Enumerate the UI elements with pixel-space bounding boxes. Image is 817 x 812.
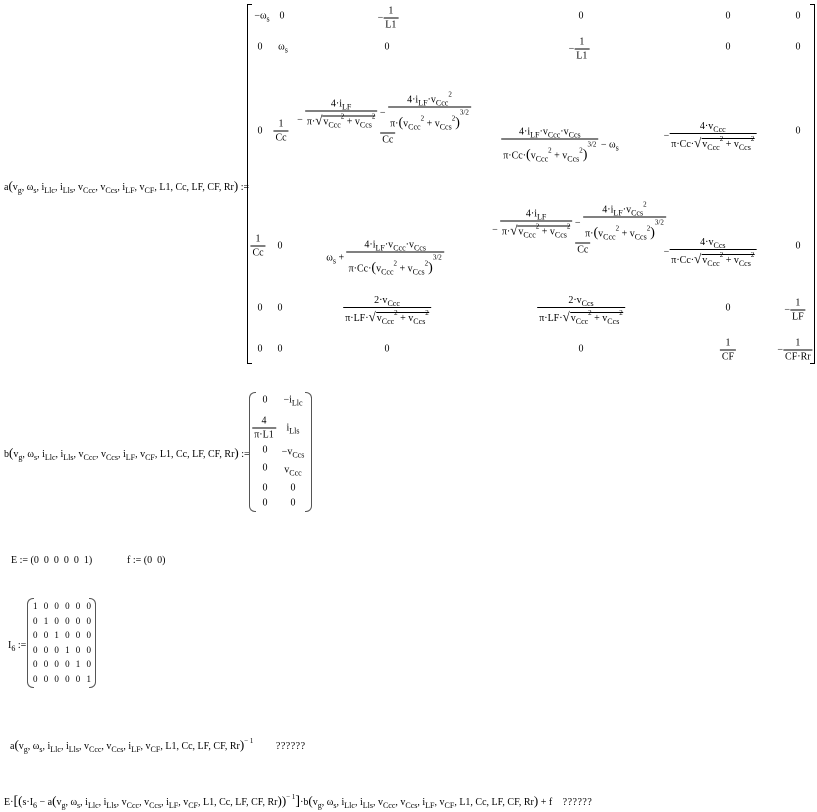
a-cell: − $\frac{1}{L1}$ xyxy=(568,36,588,62)
a-cell: 0 xyxy=(795,240,801,252)
a-cell: 0 xyxy=(257,41,263,53)
b-cell: $v_{Ccc}$ xyxy=(284,464,302,478)
a-cell: − $\frac{4\cdot v_{Ccc}}{\pi\cdot Cc\cdot√v_{Ccc}^2 + v_{Ccs}^2}$ xyxy=(663,121,755,152)
a-cell: 0 xyxy=(795,41,801,53)
a-cell: $-\omega_s$ xyxy=(254,10,270,24)
a-cell: − $\frac{4\cdot v_{Ccs}}{\pi\cdot Cc\cdot√v_{Ccc}^2 + v_{Ccs}^2}$ xyxy=(663,237,755,268)
a-cell: 0 xyxy=(795,125,801,137)
b-cell: $\frac{4}{\pi\cdot L1}$ xyxy=(254,415,274,441)
I6-row: 1 0 0 0 0 0 xyxy=(33,601,91,611)
b-matrix-right-paren xyxy=(305,392,312,512)
b-cell: 0 xyxy=(262,462,268,474)
a-cell: 0 xyxy=(257,125,263,137)
b-matrix-left-paren xyxy=(249,392,256,512)
a-cell: 0 xyxy=(257,343,263,355)
a-cell: $\frac{4\cdot i_{LF}\cdot v_{Ccc}\cdot v_{Ccs}}{\pi\cdot Cc\cdot(v_{Ccc}^2 + v_{Ccs}^2)^{3/2}}$ − $\omega_s$ xyxy=(503,126,619,164)
a-cell: 0 xyxy=(277,302,283,314)
a-cell: $\omega_s$ xyxy=(278,41,288,55)
I6-row: 0 0 0 1 0 0 xyxy=(33,644,91,655)
a-cell: $\frac{2\cdot v_{Ccc}}{\pi\cdot LF\cdot√v_{Ccc}^2 + v_{Ccs}^2}$ xyxy=(345,295,429,326)
b-cell: $-i_{Llc}$ xyxy=(283,394,303,408)
I6-row: 0 0 1 0 0 0 xyxy=(33,630,91,640)
a-cell: $\frac{1}{CF}$ xyxy=(721,337,735,363)
a-cell: − $\frac{1}{CF\cdot Rr}$ xyxy=(777,337,811,363)
a-cell: 0 xyxy=(578,10,584,22)
a-cell: 0 xyxy=(725,302,731,314)
a-matrix-left-bracket xyxy=(247,4,252,364)
a-cell: − $\frac{1}{LF}$ xyxy=(784,297,804,323)
a-cell: − $\frac{4\cdot i_{LF}}{\pi\cdot√v_{Ccc}^2 + v_{Ccs}^2}$ − $\frac{4\cdot i_{LF}\cdot v_{Ccs}^2}{\pi\cdot(v_{Ccc}^2 + v_{Ccs}^2)^{3/2}}$ Cc xyxy=(492,200,664,256)
b-cell: 0 xyxy=(262,444,268,456)
a-cell: 0 xyxy=(384,343,390,355)
a-cell: $\frac{2\cdot v_{Ccs}}{\pi\cdot LF\cdot√v_{Ccc}^2 + v_{Ccs}^2}$ xyxy=(539,295,623,326)
inverse-a-expression[interactable]: $a(v_g$, $\omega_s$, $i_{Llc}$, $i_{Lls}$, $v_{Ccc}$, $v_{Ccs}$, $i_{LF}$, $v_{CF}$, L1, Cc, LF, CF, Rr)$^{- 1}$ ?????? xyxy=(10,737,306,754)
b-cell: 0 xyxy=(262,497,268,509)
a-cell: 0 xyxy=(257,302,263,314)
I6-row: 0 0 0 0 1 0 xyxy=(33,659,91,669)
E-vector-definition: E := (0 0 0 0 0 1) xyxy=(11,555,93,566)
a-matrix-right-bracket xyxy=(810,4,815,364)
b-cell: 0 xyxy=(290,482,296,494)
a-cell: 0 xyxy=(384,41,390,53)
a-cell: 0 xyxy=(578,343,584,355)
transfer-function-result: ?????? xyxy=(562,797,593,808)
b-cell: 0 xyxy=(262,394,268,406)
b-cell: 0 xyxy=(262,482,268,494)
a-cell: 0 xyxy=(725,10,731,22)
I6-row: 0 1 0 0 0 0 xyxy=(33,615,91,626)
I6-row: 0 0 0 0 0 1 xyxy=(33,673,91,684)
a-cell: − $\frac{4\cdot i_{LF}}{\pi\cdot√v_{Ccc}^2 + v_{Ccs}^2}$ − $\frac{4\cdot i_{LF}\cdot v_{Ccc}^2}{\pi\cdot(v_{Ccc}^2 + v_{Ccs}^2)^{3/2}}$ Cc xyxy=(297,90,469,146)
a-cell: 0 xyxy=(795,10,801,22)
a-cell: − $\frac{1}{L1}$ xyxy=(377,5,397,31)
a-function-definition-label: $a(v_g$, $\omega_s$, $i_{Llc}$, $i_{Lls}$, $v_{Ccc}$, $v_{Ccs}$, $i_{LF}$, $v_{CF}$, L1, Cc, LF, CF, Rr) := xyxy=(4,178,250,195)
inverse-a-result: ?????? xyxy=(275,741,306,752)
a-cell: 0 xyxy=(279,10,285,22)
a-cell: $\frac{1}{Cc}$ xyxy=(252,233,264,259)
a-cell: $\frac{1}{Cc}$ xyxy=(275,118,287,144)
f-vector-definition: f := (0 0) xyxy=(127,555,166,566)
b-cell: $-v_{Ccs}$ xyxy=(281,446,305,460)
b-cell: 0 xyxy=(290,497,296,509)
transfer-function-expression[interactable]: $E\cdot[(s\cdot I_6 - a(v_g$, $\omega_s$, $i_{Llc}$, $i_{Lls}$, $v_{Ccc}$, $v_{Ccs}$, $i_{LF}$, $v_{CF}$, L1, Cc, LF, CF, $Rr))^{- 1}]\cdot b(v_g$, $\omega_s$, $i_{Llc}$, $i_{Lls}$, $v_{Ccc}$, $v_{Ccs}$, $i_{LF}$, $v_{CF}$, L1, Cc, LF, CF, Rr) + f ?????? xyxy=(4,793,593,810)
b-function-definition-label: $b(v_g$, $\omega_s$, $i_{Llc}$, $i_{Lls}$, $v_{Ccc}$, $v_{Ccs}$, $i_{LF}$, $v_{CF}$, L1, Cc, LF, CF, Rr) := xyxy=(4,445,250,462)
I6-definition-label: $I_6$ := xyxy=(8,640,27,653)
a-cell: 0 xyxy=(725,41,731,53)
a-cell: $\omega_s$ + $\frac{4\cdot i_{LF}\cdot v_{Ccc}\cdot v_{Ccs}}{\pi\cdot Cc\cdot(v_{Ccc}^2 + v_{Ccs}^2)^{3/2}}$ xyxy=(326,239,442,277)
a-cell: 0 xyxy=(277,240,283,252)
a-cell: 0 xyxy=(277,343,283,355)
b-cell: $i_{Lls}$ xyxy=(286,422,300,436)
I6-matrix xyxy=(33,599,91,686)
